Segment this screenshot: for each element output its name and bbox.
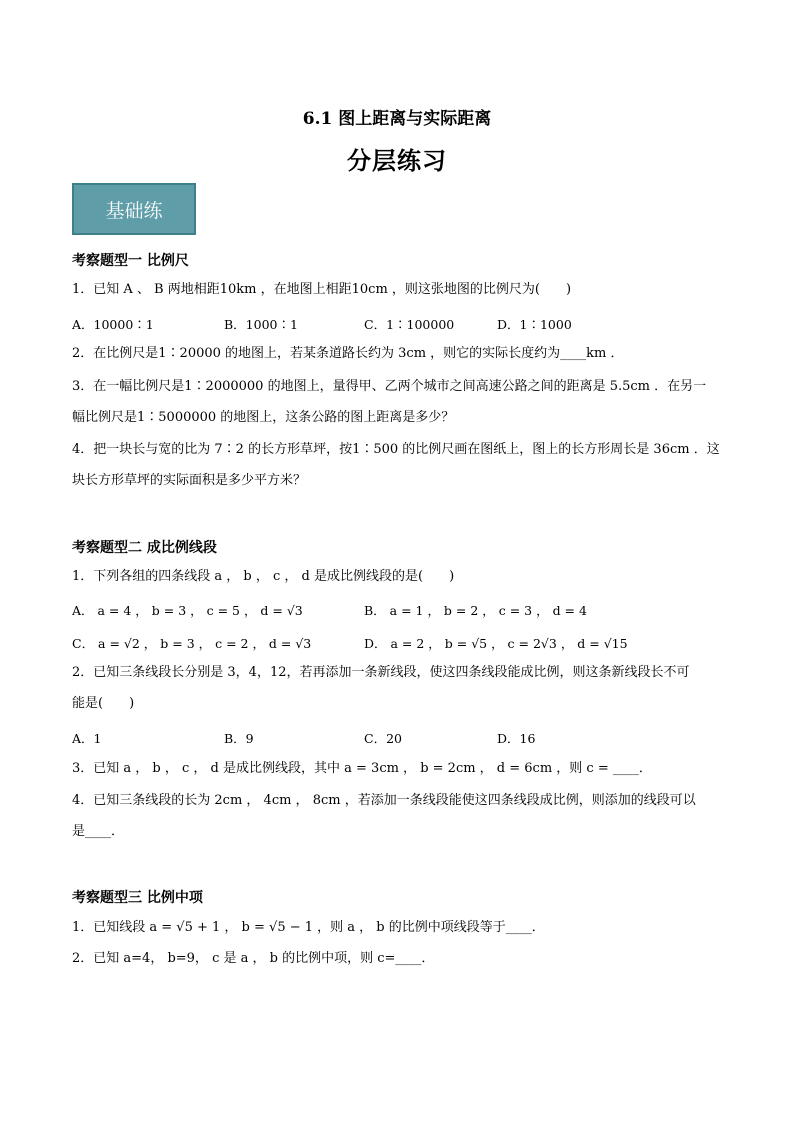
option-d: D． a = 2 ， b = √5 ， c = 2√3 ， d = √15 xyxy=(364,636,628,651)
option-b: B．1000∶1 xyxy=(224,317,298,332)
s2-question-2-line-1: 2．已知三条线段长分别是 3，4，12，若再添加一条新线段，使这四条线段能成比例，则这条新线段长不可 xyxy=(72,665,690,680)
s1-question-1: 1．已知 A 、 B 两地相距10km ，在地图上相距10cm ，则这张地图的比例尺为( ) xyxy=(72,282,572,297)
s2-question-1: 1．下列各组的四条线段 a ， b ， c ， d 是成比例线段的是( ) xyxy=(72,569,455,584)
option-c: C． a = √2 ， b = 3 ， c = 2 ， d = √3 xyxy=(72,636,312,651)
s1-question-3-line-1: 3．在一幅比例尺是1∶2000000 的地图上，量得甲、乙两个城市之间高速公路之间的距离是 5.5cm ．在另一 xyxy=(72,379,707,394)
option-c: C．1∶100000 xyxy=(364,317,455,332)
s3-question-2: 2．已知 a=4， b=9， c 是 a ， b 的比例中项，则 c=____． xyxy=(72,951,435,966)
s1-question-3-line-2: 幅比例尺是1∶5000000 的地图上，这条公路的图上距离是多少？ xyxy=(72,410,455,425)
s2-question-2-line-2: 能是( ) xyxy=(72,696,135,711)
option-a: A． a = 4 ， b = 3 ， c = 5 ， d = √3 xyxy=(72,603,303,618)
s1-question-4-line-1: 4．把一块长与宽的比为 7∶2 的长方形草坪，按1∶500 的比例尺画在图纸上，图上的长方形周长是 36cm ．这 xyxy=(72,442,720,457)
document-subtitle: 分层练习 xyxy=(347,146,447,175)
s2-question-3: 3．已知 a ， b ， c ， d 是成比例线段，其中 a = 3cm ， b = 2cm ， d = 6cm ，则 c = ____． xyxy=(72,761,652,776)
section-heading-mean-proportional: 考察题型三 比例中项 xyxy=(72,890,203,906)
basic-practice-banner: 基础练 xyxy=(72,183,196,235)
option-d: D．16 xyxy=(497,731,536,746)
s2-question-4-line-1: 4．已知三条线段的长为 2cm ， 4cm ， 8cm ，若添加一条线段能使这四条线段成比例，则添加的线段可以 xyxy=(72,793,696,808)
s2-question-4-line-2: 是____． xyxy=(72,824,125,839)
document-title: 6.1 图上距离与实际距离 xyxy=(302,109,492,129)
section-heading-proportional-segments: 考察题型二 成比例线段 xyxy=(72,540,217,556)
option-a: A．1 xyxy=(72,731,102,746)
option-b: B． a = 1 ， b = 2 ， c = 3 ， d = 4 xyxy=(364,603,587,618)
option-c: C．20 xyxy=(364,731,402,746)
option-d: D．1∶1000 xyxy=(497,317,572,332)
s1-question-4-line-2: 块长方形草坪的实际面积是多少平方米？ xyxy=(72,473,307,488)
s3-question-1: 1．已知线段 a = √5 + 1 ， b = √5 − 1 ，则 a ， b 的比例中项线段等于____． xyxy=(72,920,545,935)
s1-question-2: 2．在比例尺是1∶20000 的地图上，若某条道路长约为 3cm ，则它的实际长度约为____km ． xyxy=(72,346,624,361)
option-b: B．9 xyxy=(224,731,254,746)
option-a: A．10000∶1 xyxy=(72,317,154,332)
section-heading-scale: 考察题型一 比例尺 xyxy=(72,253,189,269)
